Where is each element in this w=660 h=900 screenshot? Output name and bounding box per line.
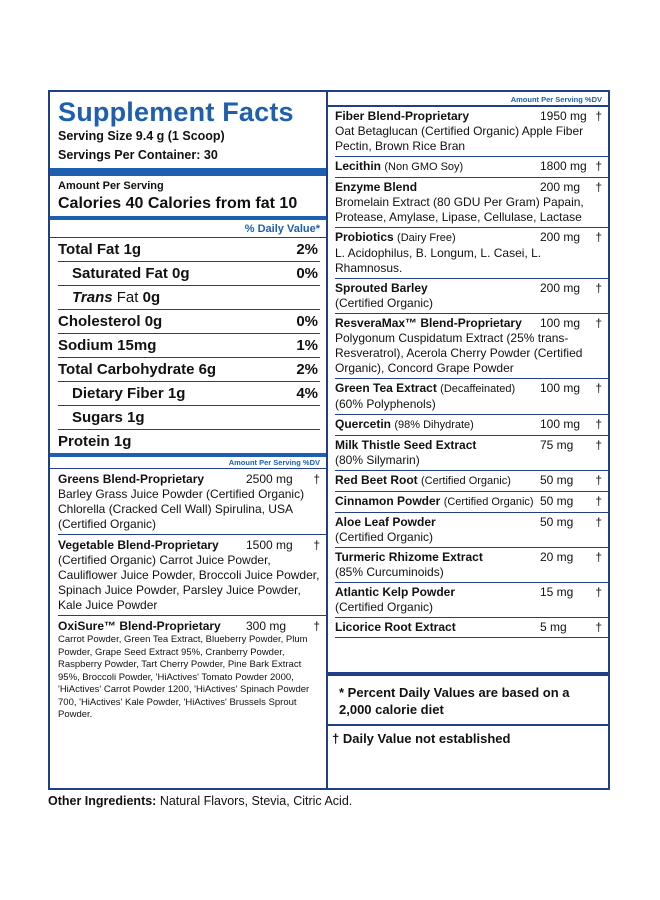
divider-mid bbox=[50, 216, 326, 220]
divider-thick bbox=[50, 168, 326, 176]
nutrient-row: Protein 1g bbox=[58, 433, 132, 450]
ingredient-item: Milk Thistle Seed Extract 75 mg † (80% Silymarin) bbox=[335, 436, 608, 471]
ingredient-item: Sprouted Barley 200 mg † (Certified Organic) bbox=[335, 279, 608, 314]
ingredient-item: ResveraMax™ Blend-Proprietary 100 mg † Polygonum Cuspidatum Extract (25% trans-Resveratrol), Acerola Cherry Powder (Certified Organic), Concord Grape Powder bbox=[335, 314, 608, 379]
ingredient-item: Cinnamon Powder (Certified Organic) 50 mg † bbox=[335, 492, 608, 513]
amount-per-serving: Amount Per Serving bbox=[58, 180, 164, 192]
blend-item: OxiSure™ Blend-Proprietary 300 mg † Carrot Powder, Green Tea Extract, Blueberry Powder, Plum Powder, Grape Seed Extract 95%, Cranberry Powder, Raspberry Powder, Tart Cherry Powder, Pine Bark Extract 95%, Broccoli Powder, 'HiActives' Tomato Powder 2000, 'HiActives' Carrot Powder 1200, 'HiActives' Spinach Powder 700, 'HiActives' Kale Powder, 'HiActives' Brussels Sprout Powder. bbox=[58, 619, 320, 720]
percent-dv-footnote: * Percent Daily Values are based on a 2,000 calorie diet bbox=[339, 685, 570, 717]
other-ingredients bbox=[48, 794, 352, 808]
other-ingredients-value: Natural Flavors, Stevia, Citric Acid. bbox=[159, 794, 353, 808]
supplement-facts-panel bbox=[48, 90, 610, 790]
ingredient-item: Fiber Blend-Proprietary 1950 mg † Oat Betaglucan (Certified Organic) Apple Fiber Pectin, Brown Rice Bran bbox=[335, 107, 608, 157]
left-column bbox=[50, 92, 328, 788]
ingredient-item: Red Beet Root (Certified Organic) 50 mg † bbox=[335, 471, 608, 492]
other-ingredients-label: Other Ingredients: bbox=[48, 794, 157, 808]
nutrient-row: Trans Fat 0g bbox=[58, 286, 320, 310]
serving-size: Serving Size 9.4 g (1 Scoop) bbox=[58, 129, 225, 143]
right-column bbox=[328, 92, 608, 788]
panel-title: Supplement Facts bbox=[58, 97, 294, 127]
nutrient-row: Cholesterol 0g 0% bbox=[58, 310, 320, 334]
blend-item: Greens Blend-Proprietary 2500 mg † Barley Grass Juice Powder (Certified Organic) Chlorella (Cracked Cell Wall) Spirulina, USA (Certified Organic) bbox=[58, 469, 326, 535]
dagger-footnote: † Daily Value not established bbox=[328, 724, 608, 747]
ingredient-item: Licorice Root Extract 5 mg † bbox=[335, 618, 608, 638]
servings-per-container: Servings Per Container: 30 bbox=[58, 148, 218, 162]
ingredient-item: Lecithin (Non GMO Soy) 1800 mg † bbox=[335, 157, 608, 178]
daily-value-header: % Daily Value* bbox=[244, 223, 320, 235]
amount-per-serving-subheader: Amount Per Serving %DV bbox=[328, 94, 608, 107]
calories-line: Calories 40 Calories from fat 10 bbox=[58, 195, 298, 212]
ingredient-item: Probiotics (Dairy Free) 200 mg † L. Acidophilus, B. Longum, L. Casei, L. Rhamnosus. bbox=[335, 228, 608, 279]
nutrient-row: Dietary Fiber 1g 4% bbox=[58, 382, 320, 406]
nutrient-row: Sodium 15mg 1% bbox=[58, 334, 320, 358]
nutrient-row: Total Carbohydrate 6g 2% bbox=[58, 358, 320, 382]
ingredient-item: Atlantic Kelp Powder 15 mg † (Certified Organic) bbox=[335, 583, 608, 618]
ingredient-item: Green Tea Extract (Decaffeinated) 100 mg † (60% Polyphenols) bbox=[335, 379, 608, 415]
ingredient-item: Quercetin (98% Dihydrate) 100 mg † bbox=[335, 415, 608, 436]
nutrient-row: Saturated Fat 0g 0% bbox=[58, 262, 320, 286]
nutrient-row: Sugars 1g bbox=[58, 406, 320, 430]
ingredient-item: Turmeric Rhizome Extract 20 mg † (85% Curcuminoids) bbox=[335, 548, 608, 583]
ingredient-list bbox=[335, 107, 602, 638]
ingredient-item: Aloe Leaf Powder 50 mg † (Certified Organic) bbox=[335, 513, 608, 548]
amount-per-serving-subheader: Amount Per Serving %DV bbox=[50, 457, 326, 469]
ingredient-item: Enzyme Blend 200 mg † Bromelain Extract (80 GDU Per Gram) Papain, Protease, Amylase, Lipase, Cellulase, Lactase bbox=[335, 178, 608, 228]
nutrient-row: Total Fat 1g 2% bbox=[58, 238, 320, 262]
blend-item: Vegetable Blend-Proprietary 1500 mg † (Certified Organic) Carrot Juice Powder, Cauliflower Juice Powder, Broccoli Juice Powder, Spinach Juice Powder, Parsley Juice Powder, Kale Juice Powder bbox=[58, 535, 326, 616]
